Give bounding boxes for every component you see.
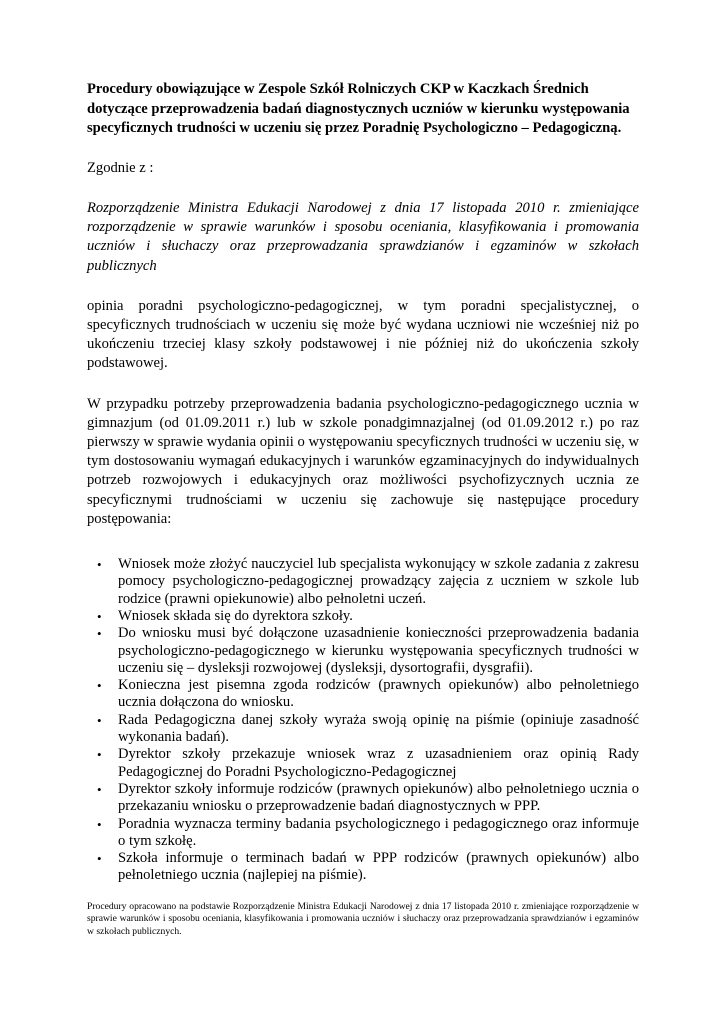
- bullet-icon: •: [97, 851, 102, 867]
- list-item: [87, 746, 639, 781]
- list-item: [87, 608, 639, 625]
- list-item-text: Wniosek składa się do dyrektora szkoły.: [118, 607, 353, 624]
- list-item-text: Konieczna jest pisemna zgoda rodziców (prawnych opiekunów) albo pełnoletniego ucznia dołączona do wniosku.: [118, 677, 639, 711]
- list-item-text: Dyrektor szkoły informuje rodziców (prawnych opiekunów) albo pełnoletniego ucznia o przekazaniu wniosku o przeprowadzenie badań diagnostycznych w PPP.: [118, 780, 639, 815]
- bullet-icon: •: [97, 712, 102, 728]
- opinion-paragraph: opinia poradni psychologiczno-pedagogicznej, w tym poradni specjalistycznej, o specyficznych trudnościach w uczeniu się może być wydana uczniowi nie wcześniej niż po ukończeniu trzeciej klasy szkoły podstawowej i nie później niż do ukończenia szkoły podstawowej.: [87, 297, 639, 372]
- list-item-text: Do wniosku musi być dołączone uzasadnienie konieczności przeprowadzenia badania psychologiczno-pedagogicznego w kierunku występowania specyficznych trudności w uczeniu się – dysleksji rozwojowej (dysleksji, dysortografii, dysgrafii).: [118, 625, 639, 676]
- procedure-steps-list: [87, 556, 639, 885]
- bullet-icon: •: [97, 608, 102, 624]
- document-page: [87, 80, 639, 938]
- list-item: [87, 781, 639, 816]
- list-item: [87, 712, 639, 747]
- list-item-text: Szkoła informuje o terminach badań w PPP rodziców (prawnych opiekunów) albo pełnoletniego ucznia (najlepiej na piśmie).: [118, 850, 639, 884]
- list-item: [87, 556, 639, 608]
- document-title: Procedury obowiązujące w Zespole Szkół Rolniczych CKP w Kaczkach Średnich dotyczące przeprowadzenia badań diagnostycznych uczniów w kierunku występowania specyficznych trudności w uczeniu się przez Poradnię Psychologiczno – Pedagogiczną.: [87, 81, 630, 136]
- according-label: Zgodnie z :: [87, 159, 154, 176]
- bullet-icon: •: [97, 557, 102, 573]
- bullet-icon: •: [97, 816, 102, 832]
- list-item: [87, 677, 639, 712]
- list-item: [87, 625, 639, 677]
- list-item-text: Rada Pedagogiczna danej szkoły wyraża swoją opinię na piśmie (opiniuje zasadność wykonania badań).: [118, 711, 639, 746]
- regulation-citation: Rozporządzenie Ministra Edukacji Narodowej z dnia 17 listopada 2010 r. zmieniające rozporządzenie w sprawie warunków i sposobu oceniania, klasyfikowania i promowania uczniów i słuchaczy oraz przeprowadzania sprawdzianów i egzaminów w szkołach publicznych: [87, 200, 639, 274]
- footnote: Procedury opracowano na podstawie Rozporządzenie Ministra Edukacji Narodowej z dnia 17 listopada 2010 r. zmieniające rozporządzenie w sprawie warunków i sposobu oceniania, klasyfikowania i promowania uczniów i słuchaczy oraz przeprowadzania sprawdzianów i egzaminów w szkołach publicznych.: [87, 900, 639, 937]
- list-item: [87, 816, 639, 851]
- bullet-icon: •: [97, 678, 102, 694]
- list-item-text: Wniosek może złożyć nauczyciel lub specjalista wykonujący w szkole zadania z zakresu pomocy psychologiczno-pedagogicznej prowadzący zajęcia z uczniem w szkole lub rodzice (prawni opiekunowie) albo pełnoletni uczeń.: [118, 556, 639, 607]
- procedure-paragraph: W przypadku potrzeby przeprowadzenia badania psychologiczno-pedagogicznego ucznia w gimnazjum (od 01.09.2011 r.) lub w szkole ponadgimnazjalnej (od 01.09.2012 r.) po raz pierwszy w sprawie wydania opinii o występowaniu specyficznych trudności w uczeniu się, w tym dostosowaniu wymagań edukacyjnych i warunków egzaminacyjnych do indywidualnych potrzeb rozwojowych i edukacyjnych oraz możliwości psychofizycznych ucznia ze specyficznymi trudnościami w uczeniu się zachowuje się następujące procedury postępowania:: [87, 395, 639, 527]
- bullet-icon: •: [97, 747, 102, 763]
- list-item-text: Poradnia wyznacza terminy badania psychologicznego i pedagogicznego oraz informuje o tym szkołę.: [118, 815, 639, 849]
- list-item-text: Dyrektor szkoły przekazuje wniosek wraz z uzasadnieniem oraz opinią Rady Pedagogicznej do Poradni Psychologiczno-Pedagogicznej: [118, 746, 639, 780]
- list-item: [87, 850, 639, 885]
- bullet-icon: •: [97, 781, 102, 797]
- bullet-icon: •: [97, 626, 102, 642]
